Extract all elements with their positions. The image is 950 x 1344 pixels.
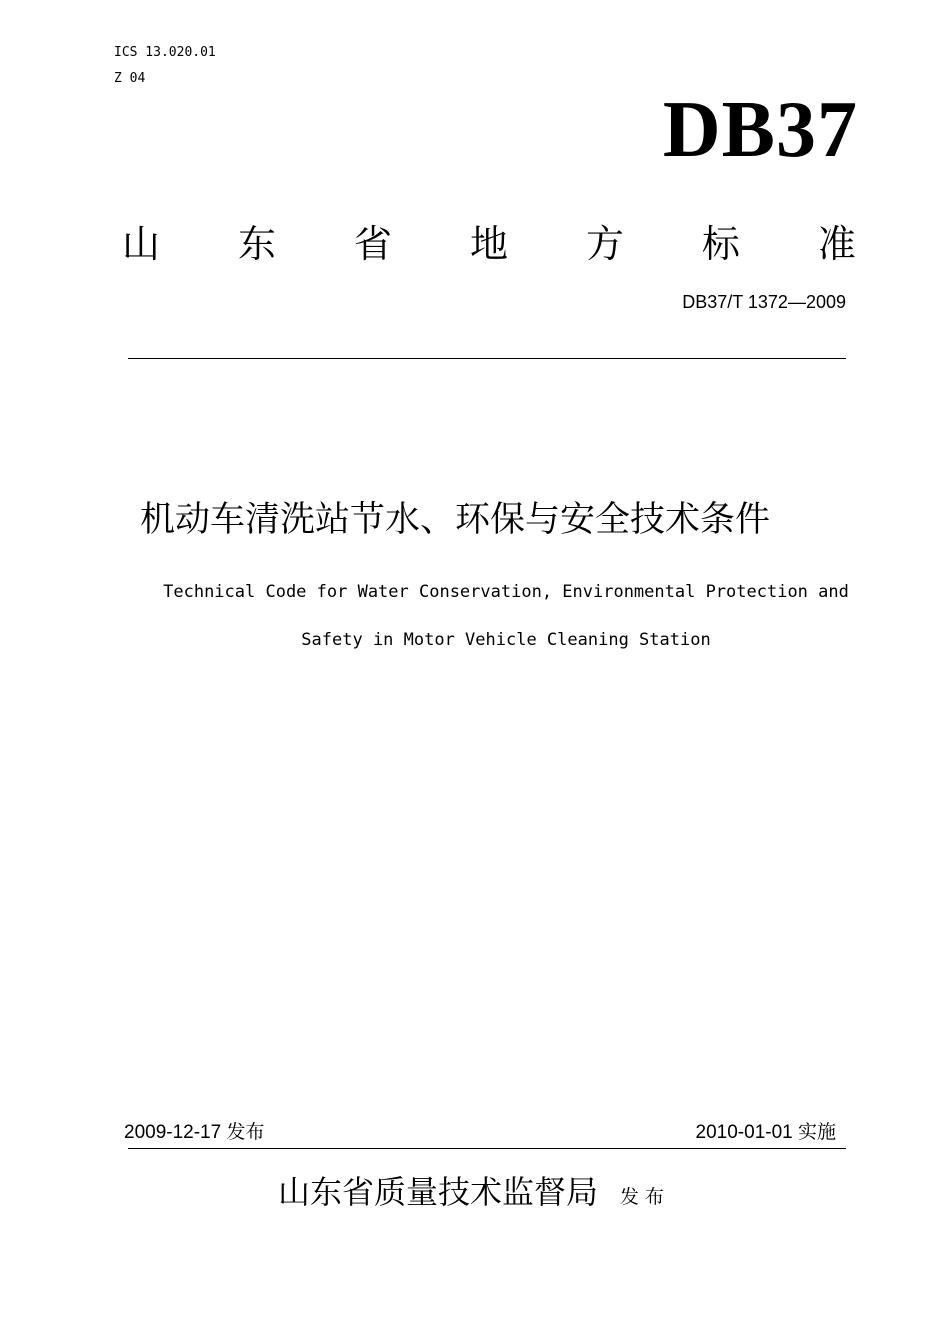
title-english-line-2: Safety in Motor Vehicle Cleaning Station [301, 630, 711, 650]
ccs-code: Z 04 [114, 71, 146, 86]
ics-code: ICS 13.020.01 [114, 45, 216, 60]
standard-number: DB37/T 1372—2009 [682, 292, 846, 312]
issuer-action: 发布 [620, 1186, 671, 1208]
standard-type-char: 东 [237, 222, 276, 266]
standard-type-char: 省 [353, 222, 392, 266]
bottom-divider [128, 1148, 846, 1149]
standard-type-char: 标 [701, 222, 740, 266]
db-logo: DB37 [662, 86, 858, 174]
issue-date: 2009-12-17 发布 [124, 1122, 265, 1143]
standard-type-char: 方 [585, 222, 624, 266]
title-english [100, 568, 912, 664]
standard-type-char: 地 [469, 222, 508, 266]
top-divider [128, 358, 846, 359]
standard-type-heading [122, 220, 856, 268]
issuer-name: 山东省质量技术监督局 [278, 1173, 599, 1211]
issuer [278, 1170, 670, 1219]
standard-type-char: 准 [817, 222, 856, 266]
title-english-line-1: Technical Code for Water Conservation, Environmental Protection and [163, 582, 849, 602]
title-chinese: 机动车清洗站节水、环保与安全技术条件 [140, 500, 771, 540]
implementation-date: 2010-01-01 实施 [695, 1122, 836, 1143]
standard-type-char: 山 [122, 222, 161, 266]
